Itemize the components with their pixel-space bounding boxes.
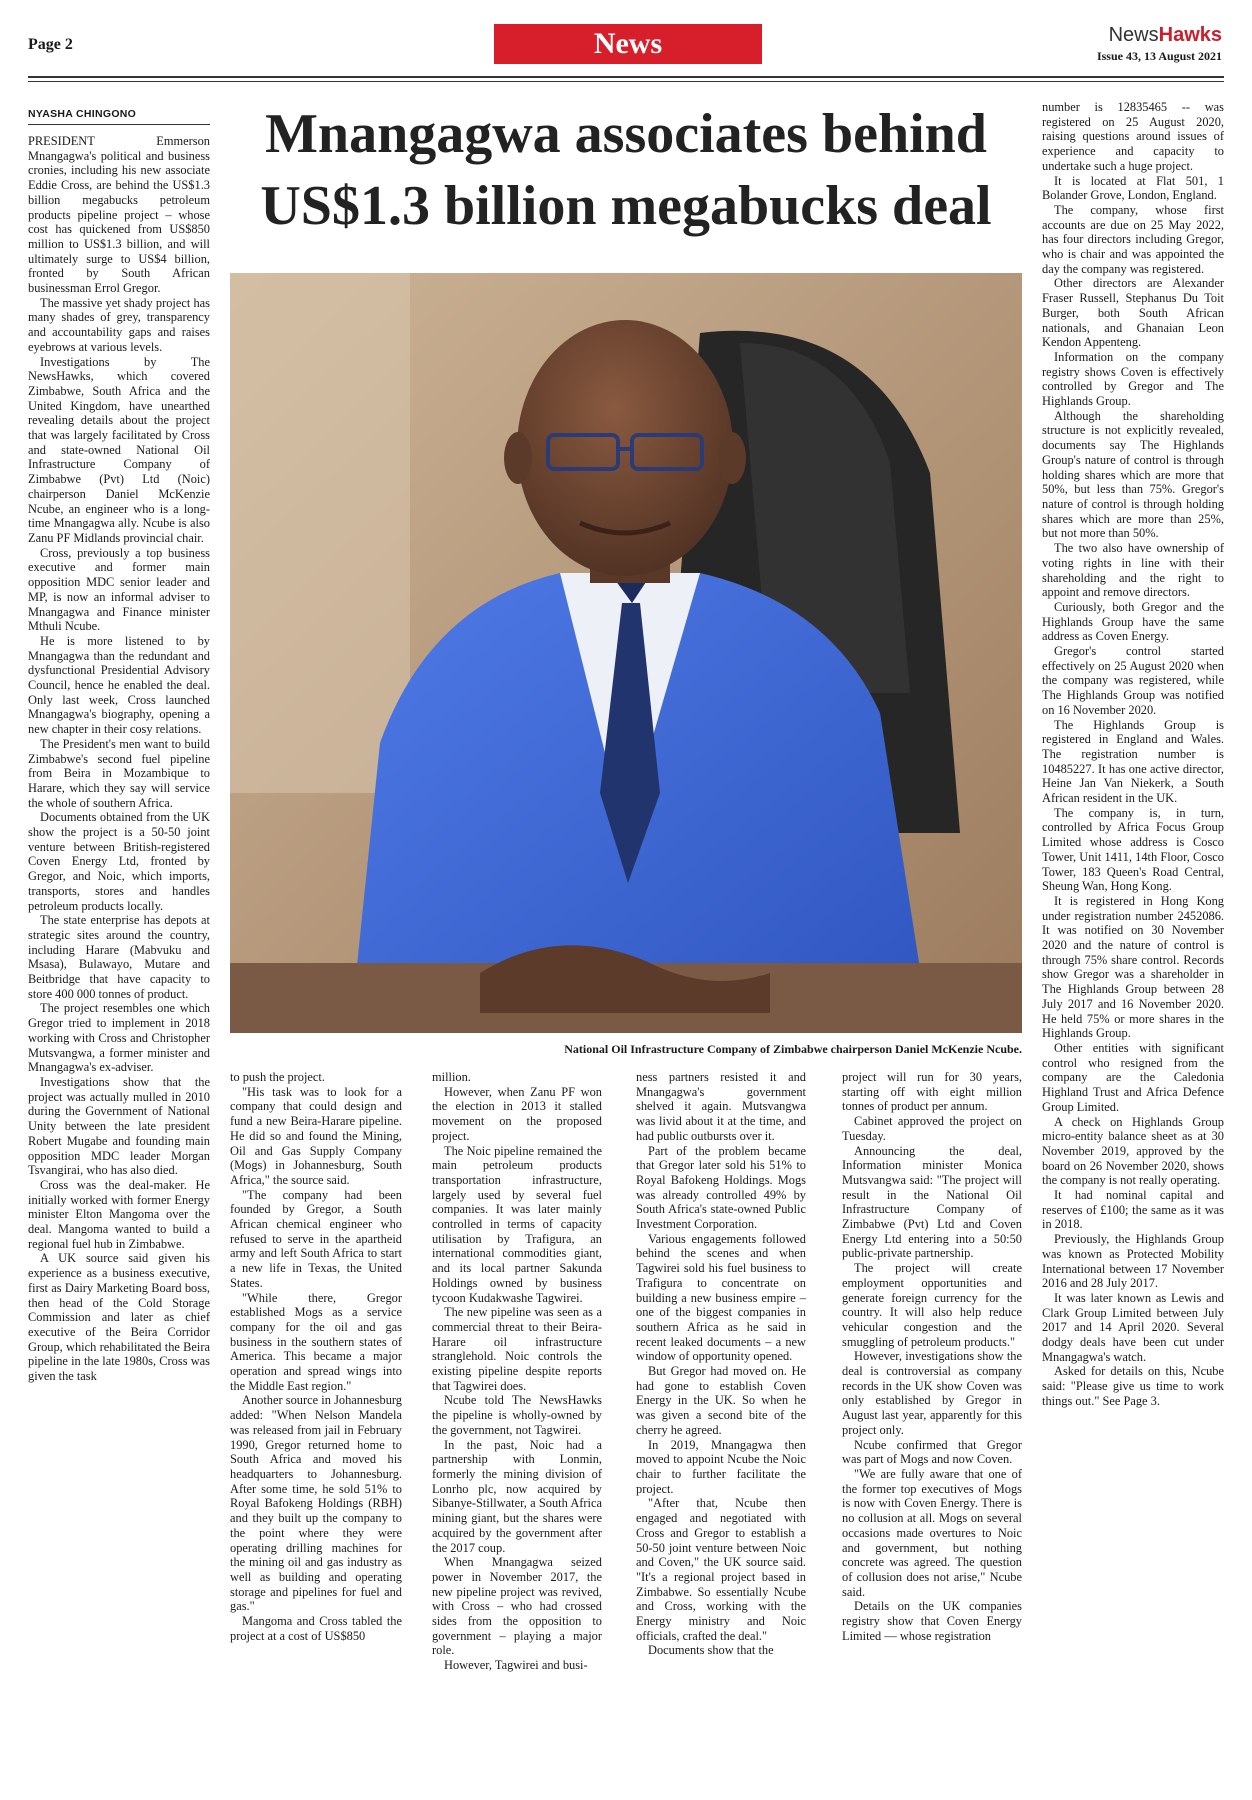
paragraph: Cross, previously a top business executive and former main opposition MDC senior leader and MP, is now an informal adviser to Mnangagwa and Finance minister Mthuli Ncube.	[28, 545, 210, 634]
paragraph: The state enterprise has depots at strategic sites around the country, including Harare (Mabvuku and Msasa), Bulawayo, Mutare and Beitbridge that have capacity to store 400 000 tonnes of product.	[28, 913, 210, 1001]
column-6	[1042, 100, 1224, 1409]
headline: Mnangagwa associates behind US$1.3 billion megabucks deal	[260, 103, 992, 237]
paragraph: Documents show that the	[648, 1643, 774, 1658]
portrait-photo	[230, 273, 1022, 1033]
paragraph: Curiously, both Gregor and the Highlands Group have the same address as Coven Energy.	[1042, 599, 1224, 644]
paragraph: However, investigations show the deal is controversial as company records in the UK show Coven was only established by Gregor in August last year, apparently for this project only.	[842, 1349, 1022, 1437]
paragraph: The new pipeline was seen as a commercial threat to their Beira-Harare oil infrastructure stranglehold. Noic controls the existing pipeline despite reports that Tagwirei does.	[432, 1305, 602, 1393]
paragraph: Although the shareholding structure is not explicitly revealed, documents say The Highlands Group's nature of control is through holding shares which are more that 50%, but less than 75%. Gregor's nature of control is through holding shares which are more than 25%, but not more than 50%.	[1042, 408, 1224, 541]
brand-logo	[1097, 24, 1222, 47]
brand-bold: Hawks	[1158, 24, 1222, 46]
masthead	[1097, 24, 1222, 64]
paragraph: Mangoma and Cross tabled the project at a cost of US$850	[230, 1614, 402, 1643]
paragraph: It had nominal capital and reserves of £100; the same as it was in 2018.	[1042, 1188, 1224, 1232]
paragraph: number is 12835465 -- was registered on 25 August 2020, raising questions around issues of experience and capacity to undertake such a huge project.	[1042, 100, 1224, 173]
page-number: Page 2	[28, 36, 73, 53]
paragraph: The company, whose first accounts are due on 25 May 2022, has four directors including Gregor, who is chair and was appointed the day the company was registered.	[1042, 202, 1224, 276]
paragraph: In the past, Noic had a partnership with Lonmin, formerly the mining division of Lonrho plc, now acquired by Sibanye-Stillwater, a South Africa mining giant, but the shares were acquired by the government after the 2017 coup.	[432, 1437, 602, 1555]
paragraph: million.	[432, 1070, 471, 1084]
paragraph: But Gregor had moved on. He had gone to establish Coven Energy in the UK. So when he was given a second bite of the cherry he agreed.	[636, 1364, 806, 1437]
paragraph: to push the project.	[230, 1070, 325, 1084]
paragraph: It was later known as Lewis and Clark Group Limited between July 2017 and 14 April 2020. Several dodgy deals have been cut under Mnangagwa's watch.	[1042, 1290, 1224, 1364]
header-rule	[28, 76, 1224, 78]
column-1	[28, 134, 210, 1384]
paragraph: The Highlands Group is registered in England and Wales. The registration number is 10485227. It has one active director, Heine Jan Van Niekerk, a South African resident in the UK.	[1042, 717, 1224, 806]
paragraph: ness partners resisted it and Mnangagwa's government shelved it again. Mutsvangwa was livid about it at the time, and had public outbursts over it.	[636, 1070, 806, 1143]
paragraph: Ncube told The NewsHawks the pipeline is wholly-owned by the government, not Tagwirei.	[432, 1393, 602, 1437]
paragraph: Cross was the deal-maker. He initially worked with former Energy minister Elton Mangoma over the deal. Mangoma wanted to build a regional fuel hub in Zimbabwe.	[28, 1177, 210, 1251]
paragraph: A UK source said given his experience as a business executive, first as Dairy Marketing Board boss, then head of the Cold Storage Commission and later as chief executive of the Beira Corridor Group, which rehabilitated the Beira pipeline in the late 1980s, Cross was given the task	[28, 1251, 210, 1384]
paragraph: He is more listened to by Mnangagwa than the redundant and dysfunctional Presidential Advisory Council, hence he enabled the deal. Only last week, Cross launched Mnangagwa's biography, opening a new chapter in their cosy relations.	[28, 633, 210, 737]
paragraph: A check on Highlands Group micro-entity balance sheet as at 30 November 2019, approved by the board on 26 November 2020, shows the company is not really operating.	[1042, 1114, 1224, 1188]
paragraph: The Noic pipeline remained the main petroleum products transportation infrastructure, largely used by several fuel companies. It was later mainly controlled in terms of capacity utilisation by Trafigura, an international commodities giant, and its local partner Sakunda Holdings owned by business tycoon Kudakwashe Tagwirei.	[432, 1143, 602, 1305]
paragraph: When Mnangagwa seized power in November 2017, the new pipeline project was revived, with Cross – who had crossed sides from the opposition to government – playing a major role.	[432, 1555, 602, 1658]
paragraph: Investigations show that the project was actually mulled in 2010 during the Government of National Unity between the late president Robert Mugabe and founding main opposition MDC leader Morgan Tsvangirai, who has also died.	[28, 1075, 210, 1178]
column-2	[230, 1070, 402, 1643]
brand-plain: News	[1108, 24, 1159, 46]
paragraph: Details on the UK companies registry show that Coven Energy Limited — whose registration	[842, 1599, 1022, 1643]
paragraph: In 2019, Mnangagwa then moved to appoint Ncube the Noic chair to further facilitate the project.	[636, 1437, 806, 1496]
byline: NYASHA CHINGONO	[28, 108, 137, 120]
paragraph: Gregor's control started effectively on 25 August 2020 when the company was registered, while The Highlands Group was notified on 16 November 2020.	[1042, 644, 1224, 717]
paragraph: Asked for details on this, Ncube said: "Please give us time to work things out." See Page 3.	[1042, 1364, 1224, 1408]
byline-rule	[28, 124, 210, 125]
paragraph: The President's men want to build Zimbabwe's second fuel pipeline from Beira in Mozambique to Harare, which they say will service the whole of southern Africa.	[28, 736, 210, 810]
column-5	[842, 1070, 1022, 1643]
paragraph: Announcing the deal, Information minister Monica Mutsvangwa said: "The project will result in the National Oil Infrastructure Company of Zimbabwe (Pvt) Ltd and Coven Energy Ltd entering into a 50:50 public-private partnership.	[842, 1143, 1022, 1261]
paragraph: Another source in Johannesburg added: "When Nelson Mandela was released from jail in February 1990, Gregor returned home to South Africa and moved his headquarters to Johannesburg. After some time, he sold 51% to Royal Bafokeng Holdings (RBH) and they built up the company to the point where they were operating drilling machines for the mining oil and gas industry as well as building and operating storage and pipelines for fuel and gas."	[230, 1393, 402, 1614]
paragraph: The company is, in turn, controlled by Africa Focus Group Limited whose address is Cosco Tower, Unit 1411, 14th Floor, Cosco Tower, 183 Queen's Road Central, Sheung Wan, Hong Kong.	[1042, 805, 1224, 894]
paragraph: The massive yet shady project has many shades of grey, transparency and accountability gaps and raises eyebrows at various levels.	[28, 295, 210, 354]
paragraph: The project will create employment opportunities and generate foreign currency for the country. It will also help reduce vehicular congestion and the smuggling of petroleum products."	[842, 1261, 1022, 1349]
issue-line: Issue 43, 13 August 2021	[1096, 49, 1222, 63]
photo-caption: National Oil Infrastructure Company of Zimbabwe chairperson Daniel McKenzie Ncube.	[564, 1042, 1022, 1056]
paragraph: Documents obtained from the UK show the project is a 50-50 joint venture between British-registered Coven Energy Ltd, fronted by Gregor, and Noic, which imports, transports, stores and handles petroleum products locally.	[28, 810, 210, 913]
paragraph: Investigations by The NewsHawks, which covered Zimbabwe, South Africa and the United Kingdom, have unearthed revealing details about the project that was largely facilitated by Cross and state-owned National Oil Infrastructure Company of Zimbabwe (Pvt) Ltd (Noic) chairperson Daniel McKenzie Ncube, an engineer who is a long-time Mnangagwa ally. Ncube is also Zanu PF Midlands provincial chair.	[28, 354, 210, 545]
paragraph: Other directors are Alexander Fraser Russell, Stephanus Du Toit Burger, both South African nationals, and Ghanaian Leon Kendon Appenteng.	[1042, 276, 1224, 350]
paragraph: The project resembles one which Gregor tried to implement in 2018 working with Cross and Christopher Mutsvangwa, a former minister and Mnangagwa's ex-adviser.	[28, 1001, 210, 1075]
paragraph: PRESIDENT Emmerson Mnangagwa's political and business cronies, including his new associate Eddie Cross, are behind the US$1.3 billion megabucks petroleum products pipeline project – whose cost has quickened from US$850 million to US$1.3 billion, and will ultimately surge to US$4 billion, fronted by South African businessman Errol Gregor.	[28, 134, 210, 296]
paragraph: "The company had been founded by Gregor, a South African chemical engineer who refused to serve in the apartheid army and left South Africa to start a new life in Texas, the United States.	[230, 1187, 402, 1290]
column-4	[636, 1070, 806, 1658]
paragraph: "After that, Ncube then engaged and negotiated with Cross and Gregor to establish a 50-50 joint venture between Noic and Coven," the UK source said. "It's a regional project based in Zimbabwe. So essentially Ncube and Cross, working with the Energy ministry and Noic officials, crafted the deal."	[636, 1496, 806, 1643]
paragraph: Cabinet approved the project on Tuesday.	[842, 1114, 1022, 1143]
paragraph: "His task was to look for a company that could design and fund a new Beira-Harare pipeline. He did so and found the Mining, Oil and Gas Supply Company (Mogs) in Johannesburg, South Africa," the source said.	[230, 1084, 402, 1187]
paragraph: Other entities with significant control who resigned from the company are the Caledonia Highland Trust and Africa Defence Group Limited.	[1042, 1041, 1224, 1114]
column-3	[432, 1070, 602, 1673]
paragraph: Previously, the Highlands Group was known as Protected Mobility International between 17 November 2016 and 28 July 2017.	[1042, 1232, 1224, 1291]
portrait-illustration	[230, 273, 1022, 1033]
paragraph: It is registered in Hong Kong under registration number 2452086. It was notified on 30 November 2020 and the nature of control is through 75% share control. Records show Gregor was a shareholder in The Highlands Group between 28 July 2017 and 16 November 2020. He held 75% or more shares in the Highlands Group.	[1042, 893, 1224, 1041]
paragraph: project will run for 30 years, starting off with eight million tonnes of product per annum.	[842, 1070, 1022, 1114]
header-rule-thin	[28, 81, 1224, 82]
paragraph: Ncube confirmed that Gregor was part of Mogs and now Coven.	[842, 1437, 1022, 1467]
paragraph: It is located at Flat 501, 1 Bolander Grove, London, England.	[1042, 173, 1224, 203]
paragraph: Various engagements followed behind the scenes and when Tagwirei sold his fuel business to Trafigura to concentrate on building a new business empire – one of the biggest companies in southern Africa as he said in recent leaked documents – a new window of opportunity opened.	[636, 1231, 806, 1364]
paragraph: Part of the problem became that Gregor later sold his 51% to Royal Bafokeng Holdings. Mogs was already controlled 49% by South Africa's state-owned Public Investment Corporation.	[636, 1143, 806, 1232]
paragraph: However, Tagwirei and busi-	[444, 1658, 588, 1673]
paragraph: Information on the company registry shows Coven is effectively controlled by Gregor and The Highlands Group.	[1042, 349, 1224, 409]
paragraph: "We are fully aware that one of the former top executives of Mogs is now with Coven Energy. There is no collusion at all. Mogs on several occasions made overtures to Noic and government, but nothing concrete was agreed. The question of collusion does not arise," Ncube said.	[842, 1466, 1022, 1599]
paragraph: The two also have ownership of voting rights in line with their shareholding and the right to appoint and remove directors.	[1042, 541, 1224, 600]
paragraph: "While there, Gregor established Mogs as a service company for the oil and gas business in the southern states of America. This became a major operation and spread wings into the Middle East region."	[230, 1290, 402, 1393]
paragraph: However, when Zanu PF won the election in 2013 it stalled movement on the proposed project.	[432, 1084, 602, 1143]
section-banner: News	[494, 24, 762, 64]
